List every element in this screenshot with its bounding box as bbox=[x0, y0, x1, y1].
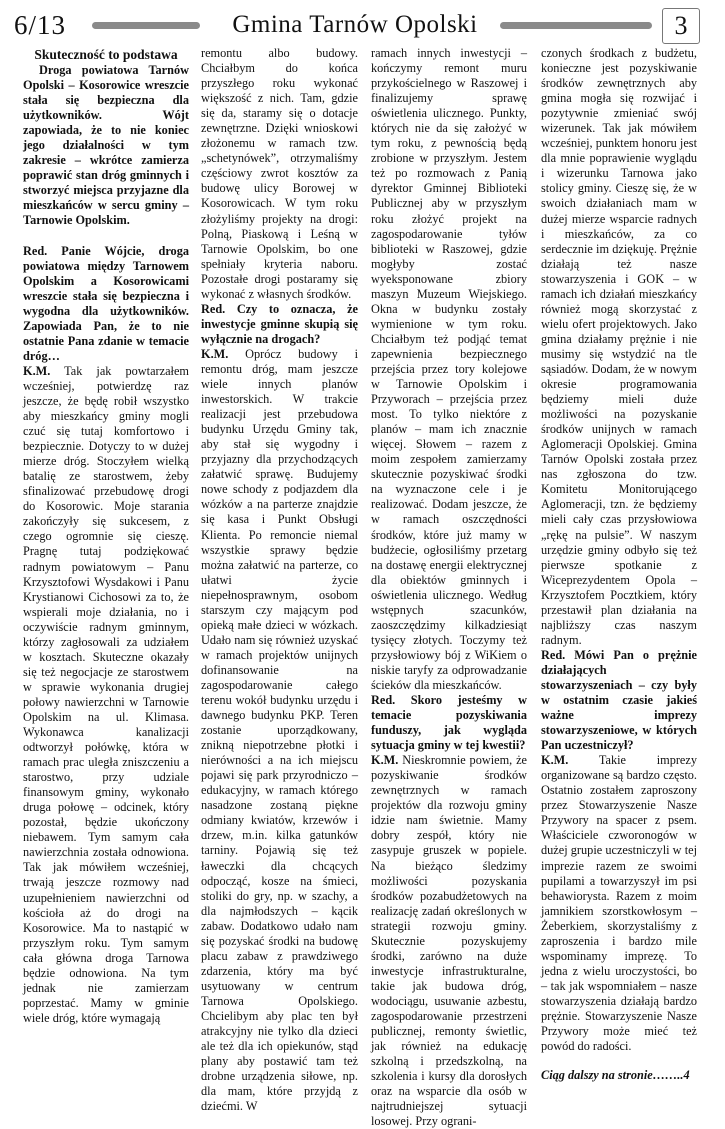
answer-1-label: K.M. bbox=[23, 363, 51, 378]
page-number: 3 bbox=[662, 8, 700, 44]
newsletter-title: Gmina Tarnów Opolski bbox=[232, 11, 478, 38]
answer-4-text: Takie imprezy organizowane są bardzo często. Ostatnio zostałem zaproszony przez Stowarzyszenie Nasze Przywory na spacer z psem. Właściciele czworonogów w dużej grupie uczestniczyli w tej imprezie razem ze swoimi pupilami a towarzyszył im psi behawiorysta. Razem z moim jamnikiem szorstkowłosym – Żeberkiem, skorzystaliśmy z zaproszenia i bardzo mile wspominamy imprezę. To jedna z wielu uroczystości, bo – tak jak wspomniałem – nasze stowarzyszenia działają bardzo prężnie. Stowarzyszenie Nasze Przywory może mieć też powód do radości. bbox=[541, 753, 697, 1054]
question-3: Red. Skoro jesteśmy w temacie pozyskiwania funduszy, jak wygląda sytuacja gminy w tej kwestii? bbox=[371, 693, 527, 753]
answer-3-label: K.M. bbox=[371, 753, 399, 768]
answer-3-paragraph bbox=[371, 753, 527, 1129]
header-rule-right bbox=[500, 22, 652, 29]
column-4 bbox=[541, 46, 697, 1083]
question-1-paragraph bbox=[23, 244, 189, 364]
answer-1-paragraph bbox=[23, 364, 189, 1026]
answer-3-continued: czonych środkach z budżetu, konieczne jest pozyskiwanie środków zewnętrznych aby gmina mogła się rozwijać i pozytywnie zmieniać swój wizerunek. Tak jak mówiłem wcześniej, punktem honoru jest dla mnie poprawienie wyglądu i wizerunku Tarnowa jako stolicy gminy. Cieszę się, że w swoich działaniach mam w dużej mierze wsparcie radnych i mieszkańców, za co serdecznie im dziękuję. Prężnie działają też nasze stowarzyszenia i GOK – w ramach ich działań mieszkańcy również mogą skorzystać z wielu ofert projektowych. Jako gmina działamy prężnie i nie musimy się wstydzić na tle sąsiadów. Dodam, że w nowym okresie programowania będziemy mieli duże możliwości na pozyskanie środków unijnych w ramach Aglomeracji Opolskiej. Gmina Tarnów Opolski została przez nas zgłoszona do tzw. Komitetu Monitorującego Aglomeracji, tzn. że będziemy mieli cały czas przysłowiowa „rękę na pulsie”. W naszym urzędzie gminy odbyło się też pierwsze spotkanie z Wiceprezydentem Opola – Krzysztofem Pocztkiem, który przestawił plan działania na najbliższy czas naszym radnym. bbox=[541, 46, 697, 647]
question-1: Red. Panie Wójcie, droga powiatowa między Tarnowem Opolskim a Kosorowicami wreszcie stała się bezpieczna i wygodna dla użytkowników. Zapowiada Pan, że to nie ostatnie Pana zdanie w temacie dróg… bbox=[23, 243, 189, 363]
page-header bbox=[0, 0, 725, 50]
continued-on-page: Ciąg dalszy na stronie……..4 bbox=[541, 1068, 690, 1083]
answer-2-continued: ramach innych inwestycji – kończymy remont muru przykościelnego w Raszowej i finalizujemy sprawę oświetlenia ulicznego. Punkty, których nie da się założyć w tym roku, z pewnością będą zrobione w przyszłym. Jestem też po rozmowach z Panią dyrektor Gminnej Biblioteki Publicznej aby w przyszłym roku złożyć projekt na zagospodarowanie tyłów biblioteki w Raszowej, gdzie mogłyby zostać wyeksponowane zbiory maszyn Muzeum Wiejskiego. Okna w budynku zostały wymienione w tym roku. Chciałbym też podjąć temat zapewnienia bezpiecznego przejścia przez tory kolejowe w Tarnowie Opolskim i Przyworach – przejścia przez most. To tylko niektóre z planów – mam ich znacznie więcej. Słowem – razem z moim zespołem zamierzamy skutecznie pozyskiwać środki na wyznaczone cele i je realizować. Dodam jeszcze, że w ramach oszczędności środków, które już mamy w budżecie, ogłosiliśmy przetarg na dostawę energii elektrycznej dla obiektów gminnych i oświetlenia ulicznego. Według wstępnych szacunków, zaoszczędzimy kilkadziesiąt tysięcy złotych. Toczymy też przysłowiowy bój z WiKiem o niskie taryfy za odprowadzanie ścieków dla mieszkańców. bbox=[371, 46, 527, 692]
answer-4-label: K.M. bbox=[541, 753, 569, 768]
answer-2-text: Oprócz budowy i remontu dróg, mam jeszcze wiele innych planów inwestorskich. W trakcie realizacji jest przebudowa budynku Urzędu Gminy tak, aby stał się wygodny i przyjazny dla przychodzących załatwić sprawę. Budujemy nowe schody z podjazdem dla wózków a na parterze znajdzie się kasa i Punkt Obsługi Klienta. Po remoncie niemal wszystkie sprawy będzie można załatwić na parterze, co ułatwi życie niepełnosprawnym, osobom starszym czy mającym pod opieką małe dzieci w wózkach. Udało nam się również uzyskać w ramach projektów unijnych dofinansowanie na zagospodarowanie całego terenu wokół budynku urzędu i dawnego budynku PKP. Teren zostanie uporządkowany, znikną niepotrzebne płotki i nierówności a na ich miejscu pojawi się park przyrodniczo – edukacyjny, w ramach którego nasadzone zostaną piękne odmiany kwiatów, krzewów i drzew, m.in. kilka gatunków tarniny. Pojawią się też ławeczki dla chcących odpocząć, kosze na śmieci, stoliki do gry, np. w szachy, a dla najmłodszych – kącik zabaw. Dodatkowo udało nam się pozyskać środki na budowę placu zabaw z prawdziwego zdarzenia, który ma być usytuowany w centrum Tarnowa Opolskiego. Chcielibym aby plac ten był atrakcyjny nie tylko dla dzieci ale też dla ich opiekunów, stąd plany aby postawić tam też drobne urządzenia siłowe, np. dla mam, które przyjdą z dziećmi. W bbox=[201, 346, 358, 1114]
answer-1-text: Tak jak powtarzałem wcześniej, potwierdzę raz jeszcze, że będę robił wszystko aby mieszkańcy gminy mogli czuć się tutaj komfortowo i bezpiecznie. Dotyczy to w dużej mierze dróg. Stoczyłem wielką batalię ze starostwem, żeby sfinalizować przebudowę drogi do Kosorowic. Moje starania zakończyły się sukcesem, z czego ogromnie się cieszę. Pragnę tutaj podziękować radnym powiatowym – Panu Krzysztofowi Wysdakowi i Panu Krystianowi Cichosowi za to, że wspierali moje działania, no i oczywiście radnym gminnym, którzy zagłosowali za udziałem w kosztach. Skuteczne okazały się też negocjacje ze starostwem w sprawie wykonania drugiej połowy nawierzchni w Tarnowie Opolskim na ul. Klimasa. Wykonawca kanalizacji odtworzył połówkę, która w ramach prac uległa zniszczeniu a starostwo, przy udziale finansowym gminy, wykonało druga połowę – odcinek, który pozostał, będzie ukończony niebawem. Tym samym cała nawierzchnia została odnowiona. Tak jak mówiłem wcześniej, trwają jeszcze rozmowy nad uzupełnieniem nawierzchni od kościoła aż do drogi na Kosorowice. Ma to nastąpić w przyszłym roku. Tym samym cała główna droga Tarnowa będzie odnowiona. Na tym jednak nie zamierzam poprzestać. Mamy w gminie wiele dróg, które wymagają bbox=[23, 363, 189, 1025]
answer-2-paragraph bbox=[201, 347, 358, 1114]
answer-3-text: Nieskromnie powiem, że pozyskiwanie środków zewnętrznych w ramach projektów dla rozwoju gminy idzie nam świetnie. Mamy dobry zespół, który nie zasypuje gruszek w popiele. Na bieżąco śledzimy możliwości pozyskania środków pozabudżetowych na realizację zadań określonych w strategii rozwoju gminy. Skutecznie pozyskujemy środki, zarówno na duże inwestycje infrastrukturalne, takie jak budowa dróg, wodociągu, usuwanie azbestu, zagospodarowanie przestrzeni publicznej, remonty świetlic, jak również na edukację szkolną i przedszkolną, na szkolenia i kursy dla dorosłych oraz na wsparcie dla osób w najtrudniejszej sytuacji losowej. Przy ograni- bbox=[371, 753, 528, 1129]
article-lead: Droga powiatowa Tarnów Opolski – Kosorowice wreszcie stała się bezpieczna dla użytkowników. Wójt zapowiada, że to nie koniec jego działalności w tym zakresie – wkrótce zamierza poprawić stan dróg gminnych i stworzyć miejsca przyjazne dla mieszkańców w sercu gminy – Tarnowie Opolskim. bbox=[23, 63, 189, 228]
column-3 bbox=[371, 46, 527, 1129]
issue-number: 6/13 bbox=[14, 10, 67, 40]
column-1 bbox=[23, 46, 189, 1026]
question-4: Red. Mówi Pan o prężnie działających stowarzyszeniach – czy były w ostatnim czasie jakieś ważne imprezy stowarzyszeniowe, w których Pan uczestniczył? bbox=[541, 647, 697, 753]
answer-2-label: K.M. bbox=[201, 346, 229, 361]
column-2 bbox=[201, 46, 358, 1114]
answer-1-continued: remontu albo budowy. Chciałbym do końca przyszłego roku wykonać większość z nich. Tam, gdzie się da, staramy się o dotacje zewnętrzne. Dzięki wnioskowi złożonemu w ramach tzw. „schetynówek”, otrzymaliśmy częściowy zwrot kosztów za budowę ulicy Borowej w Kosorowicach. W tym roku złożyliśmy projekty na drogi: Polną, Piaskową i Leśną w Tarnowie Opolskim, bo one spełniały kryteria naboru. Pozostałe drogi postaramy się wykonać z własnych środków. bbox=[201, 46, 358, 301]
header-rule-left bbox=[92, 22, 200, 29]
answer-4-paragraph bbox=[541, 753, 697, 1054]
question-2: Red. Czy to oznacza, że inwestycje gminne skupią się wyłącznie na drogach? bbox=[201, 301, 358, 346]
article-headline: Skuteczność to podstawa bbox=[34, 47, 178, 62]
